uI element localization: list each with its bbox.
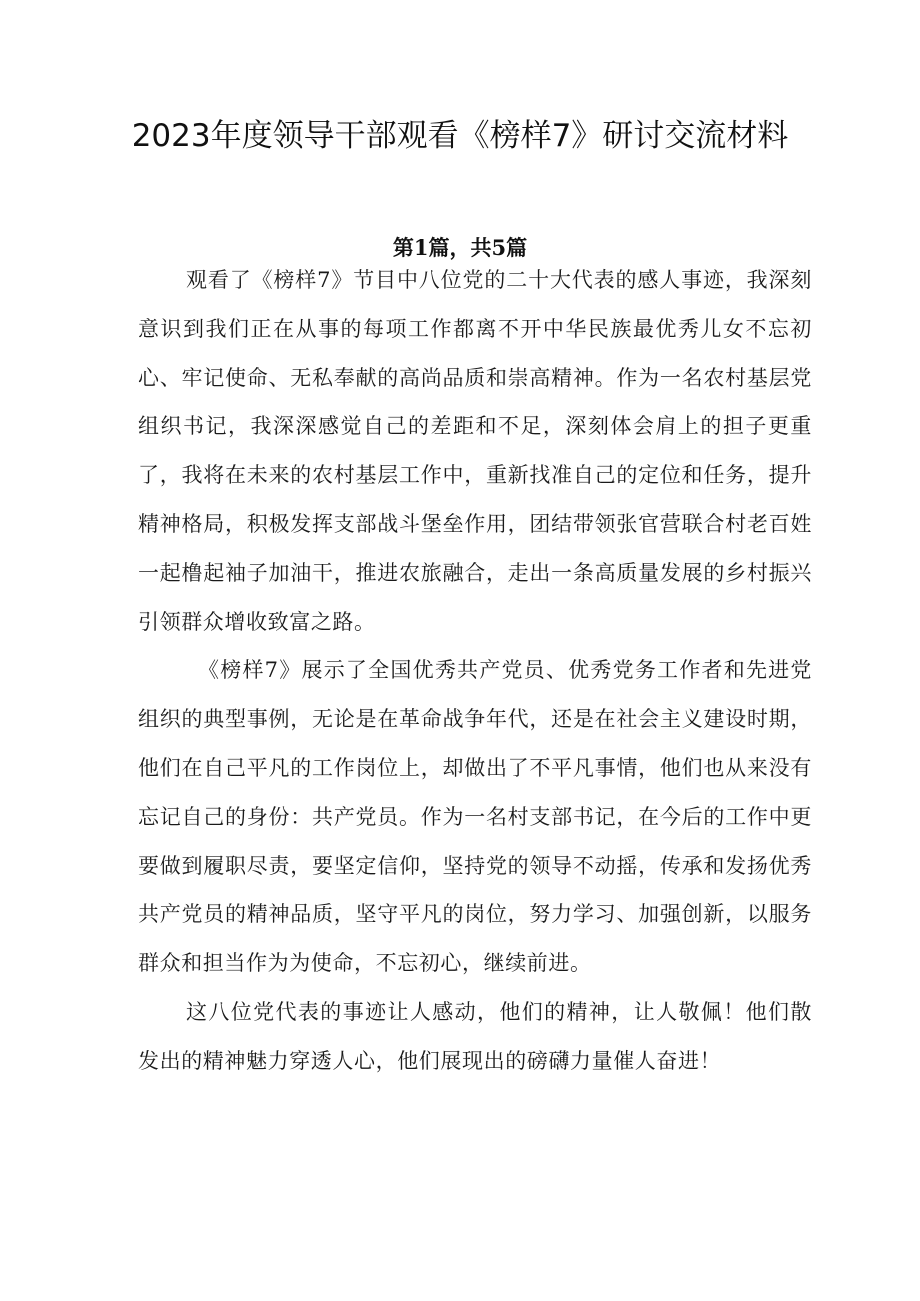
- paragraph-2: 《榜样7》展示了全国优秀共产党员、优秀党务工作者和先进党组织的典型事例，无论是在革命战争年代，还是在社会主义建设时期，他们在自己平凡的工作岗位上，却做出了不平凡事情，他们也从来没有忘记自己的身份：共产党员。作为一名村支部书记，在今后的工作中更要做到履职尽责，要坚定信仰，坚持党的领导不动摇，传承和发扬优秀共产党员的精神品质，坚守平凡的岗位，努力学习、加强创新，以服务群众和担当作为为使命，不忘初心，继续前进。: [138, 658, 812, 976]
- document-body: [138, 256, 812, 1086]
- paragraph-3: 这八位党代表的事迹让人感动，他们的精神，让人敬佩！他们散发出的精神魅力穿透人心，他们展现出的磅礴力量催人奋进！: [138, 999, 812, 1073]
- document-subtitle: 第1篇，共5篇: [392, 235, 528, 260]
- paragraph-1: 观看了《榜样7》节目中八位党的二十大代表的感人事迹，我深刻意识到我们正在从事的每项工作都离不开中华民族最优秀儿女不忘初心、牢记使命、无私奉献的高尚品质和崇高精神。作为一名农村基层党组织书记，我深深感觉自己的差距和不足，深刻体会肩上的担子更重了，我将在未来的农村基层工作中，重新找准自己的定位和任务，提升精神格局，积极发挥支部战斗堡垒作用，团结带领张官营联合村老百姓一起橹起袖子加油干，推进农旅融合，走出一条高质量发展的乡村振兴引领群众增收致富之路。: [138, 268, 812, 634]
- document-title: 2023年度领导干部观看《榜样7》研讨交流材料: [131, 118, 789, 154]
